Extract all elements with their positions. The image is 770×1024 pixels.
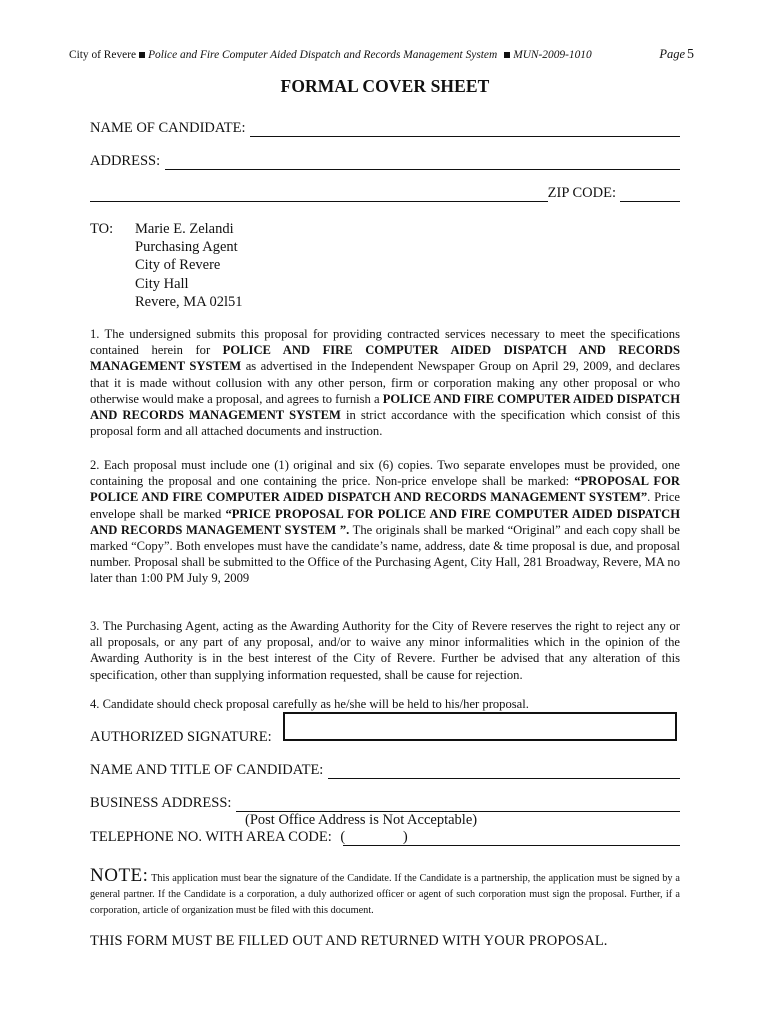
candidate-name-label: NAME OF CANDIDATE: xyxy=(90,120,246,136)
candidate-name-line[interactable] xyxy=(250,122,680,137)
recipient-line: City of Revere xyxy=(135,257,221,274)
authorized-signature-label: AUTHORIZED SIGNATURE: xyxy=(90,729,272,745)
bullet-icon xyxy=(504,52,510,58)
name-title-line[interactable] xyxy=(328,764,680,779)
name-title-field[interactable] xyxy=(90,762,680,779)
zip-label: ZIP CODE: xyxy=(547,185,616,201)
telephone-field[interactable] xyxy=(90,829,680,846)
page-title: FORMAL COVER SHEET xyxy=(280,76,490,96)
recipient-line: City Hall xyxy=(135,275,189,292)
page-number: Page 5 xyxy=(659,47,694,62)
bullet-icon xyxy=(139,52,145,58)
business-address-label: BUSINESS ADDRESS: xyxy=(90,795,232,811)
address-line-2[interactable] xyxy=(90,187,548,202)
business-address-field[interactable] xyxy=(90,795,680,812)
name-title-label: NAME AND TITLE OF CANDIDATE: xyxy=(90,762,324,778)
po-box-note: (Post Office Address is Not Acceptable) xyxy=(245,812,478,828)
paragraph-2: 2. Each proposal must include one (1) original and six (6) copies. Two separate envelopes must be provided, one containing the proposal and one containing the price. Non-price envelope shall be marked: “PROPOSAL FOR POLICE AND FIRE COMPUTER AIDED DISPATCH AND RECORDS MANAGEMENT SYSTEM”. Price envelope shall be marked “PRICE PROPOSAL FOR POLICE AND FIRE COMPUTER AIDED DISPATCH AND RECORDS MANAGEMENT SYSTEM ”. The originals shall be marked “Original” and each copy shall be marked “Copy”. Both envelopes must have the candidate’s name, address, date & time proposal is due, and proposal number. Proposal shall be submitted to the Office of the Purchasing Agent, City Hall, 281 Broadway, Revere, MA no later than 1:00 PM July 9, 2009 xyxy=(90,458,680,586)
header-org: City of Revere xyxy=(69,49,137,61)
area-code-close: ) xyxy=(402,829,408,845)
note-label: NOTE: xyxy=(90,865,149,886)
recipient-line: Purchasing Agent xyxy=(135,239,238,256)
telephone-line[interactable] xyxy=(343,845,680,846)
address-zip-row[interactable] xyxy=(90,185,680,202)
footer-instruction: THIS FORM MUST BE FILLED OUT AND RETURNED WITH YOUR PROPOSAL. xyxy=(90,933,608,949)
candidate-name-field[interactable] xyxy=(90,120,680,137)
header-project-number: MUN-2009-1010 xyxy=(513,49,592,61)
note-block xyxy=(90,865,680,919)
recipient-line: Marie E. Zelandi xyxy=(135,221,234,237)
paragraph-3: 3. The Purchasing Agent, acting as the Awarding Authority for the City of Revere reserves the right to reject any or all proposals, or any part of any proposal, and/or to waive any minor informalities which in the opinion of the Awarding Authority is in the best interest of the City of Revere. Further be advised that any alteration of this specification, other than supplying information requested, shall be cause for rejection. xyxy=(90,619,680,682)
page-header xyxy=(69,49,694,61)
to-label: TO: xyxy=(90,221,114,237)
paragraph-1: 1. The undersigned submits this proposal for providing contracted services necessary to meet the specifications contained herein for POLICE AND FIRE COMPUTER AIDED DISPATCH AND RECORDS MANAGEMENT SYSTEM as advertised in the Independent Newspaper Group on April 29, 2009, and declares that it is made without collusion with any other person, firm or corporation making any other proposal or who otherwise would make a proposal, and agrees to furnish a POLICE AND FIRE COMPUTER AIDED DISPATCH AND RECORDS MANAGEMENT SYSTEM in strict accordance with the specification which consist of this proposal form and all attached documents and instruction. xyxy=(90,327,681,439)
signature-box[interactable] xyxy=(283,712,677,741)
header-project: Police and Fire Computer Aided Dispatch and Records Management System xyxy=(148,49,498,61)
zip-line[interactable] xyxy=(620,187,680,202)
recipient-line: Revere, MA 02l51 xyxy=(135,293,243,310)
paragraph-4: 4. Candidate should check proposal carefully as he/she will be held to his/her proposal. xyxy=(90,697,529,711)
address-field[interactable] xyxy=(90,153,680,170)
address-line[interactable] xyxy=(165,155,680,170)
telephone-label: TELEPHONE NO. WITH AREA CODE: xyxy=(90,829,332,845)
business-address-line[interactable] xyxy=(236,797,680,812)
address-label: ADDRESS: xyxy=(90,153,161,169)
note-text: This application must bear the signature of the Candidate. If the Candidate is a partnership, the application must be signed by a general partner. If the Candidate is a corporation, a duly authorized officer or agent of such corporation must sign the proposal. Further, if a corporation, article of organization must be filed with this document. xyxy=(90,873,680,916)
area-code-open: ( xyxy=(340,829,346,845)
